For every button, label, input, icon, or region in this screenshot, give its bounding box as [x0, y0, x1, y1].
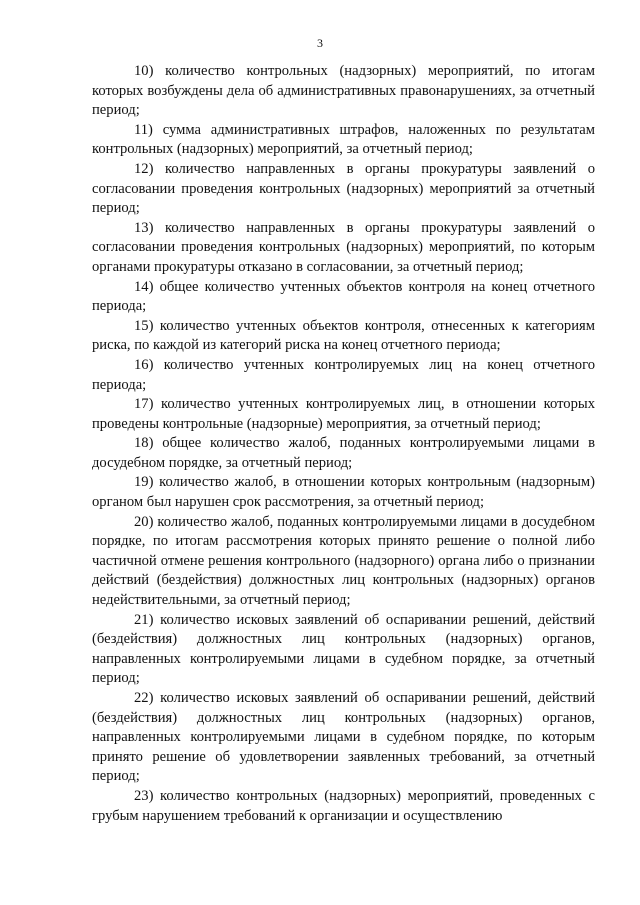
list-item-17: 17) количество учтенных контролируемых лиц, в отношении которых проведены контрольные (надзорные) мероприятия, за отчетный период; — [92, 396, 595, 432]
list-item-13: 13) количество направленных в органы прокуратуры заявлений о согласовании проведения контрольных (надзорных) мероприятий, по которым органами прокуратуры отказано в согласовании, за отчетный период; — [92, 219, 595, 275]
page-number: 3 — [317, 36, 323, 50]
list-item-18: 18) общее количество жалоб, поданных контролируемыми лицами в досудебном порядке, за отчетный период; — [92, 435, 595, 471]
list-item-10: 10) количество контрольных (надзорных) мероприятий, по итогам которых возбуждены дела об административных правонарушениях, за отчетный период; — [92, 63, 595, 119]
list-item-20: 20) количество жалоб, поданных контролируемыми лицами в досудебном порядке, по итогам рассмотрения которых принято решение о полной либо частичной отмене решения контрольного (надзорного) органа либо о признании действий (бездействия) должностных лиц контрольных (надзорных) органов недействительными, за отчетный период; — [92, 513, 595, 609]
list-item-14: 14) общее количество учтенных объектов контроля на конец отчетного периода; — [92, 278, 595, 315]
document-body — [92, 62, 595, 826]
list-item-21: 21) количество исковых заявлений об оспаривании решений, действий (бездействия) должностных лиц контрольных (надзорных) органов, направленных контролируемыми лицами в судебном порядке, за отчетный период; — [92, 611, 595, 687]
list-item-15: 15) количество учтенных объектов контроля, отнесенных к категориям риска, по каждой из категорий риска на конец отчетного периода; — [92, 317, 595, 354]
list-item-23: 23) количество контрольных (надзорных) мероприятий, проведенных с грубым нарушением требований к организации и осуществлению — [92, 787, 595, 824]
list-item-11: 11) сумма административных штрафов, наложенных по результатам контрольных (надзорных) мероприятий, за отчетный период; — [92, 121, 595, 158]
list-item-16: 16) количество учтенных контролируемых лиц на конец отчетного периода; — [92, 356, 595, 393]
list-item-19: 19) количество жалоб, в отношении которых контрольным (надзорным) органом был нарушен срок рассмотрения, за отчетный период; — [92, 474, 595, 511]
list-item-12: 12) количество направленных в органы прокуратуры заявлений о согласовании проведения контрольных (надзорных) мероприятий за отчетный период; — [92, 160, 595, 217]
list-item-22: 22) количество исковых заявлений об оспаривании решений, действий (бездействия) должностных лиц контрольных (надзорных) органов, направленных контролируемыми лицами в судебном порядке, по которым принято решение об удовлетворении заявленных требований, за отчетный период; — [92, 690, 595, 785]
